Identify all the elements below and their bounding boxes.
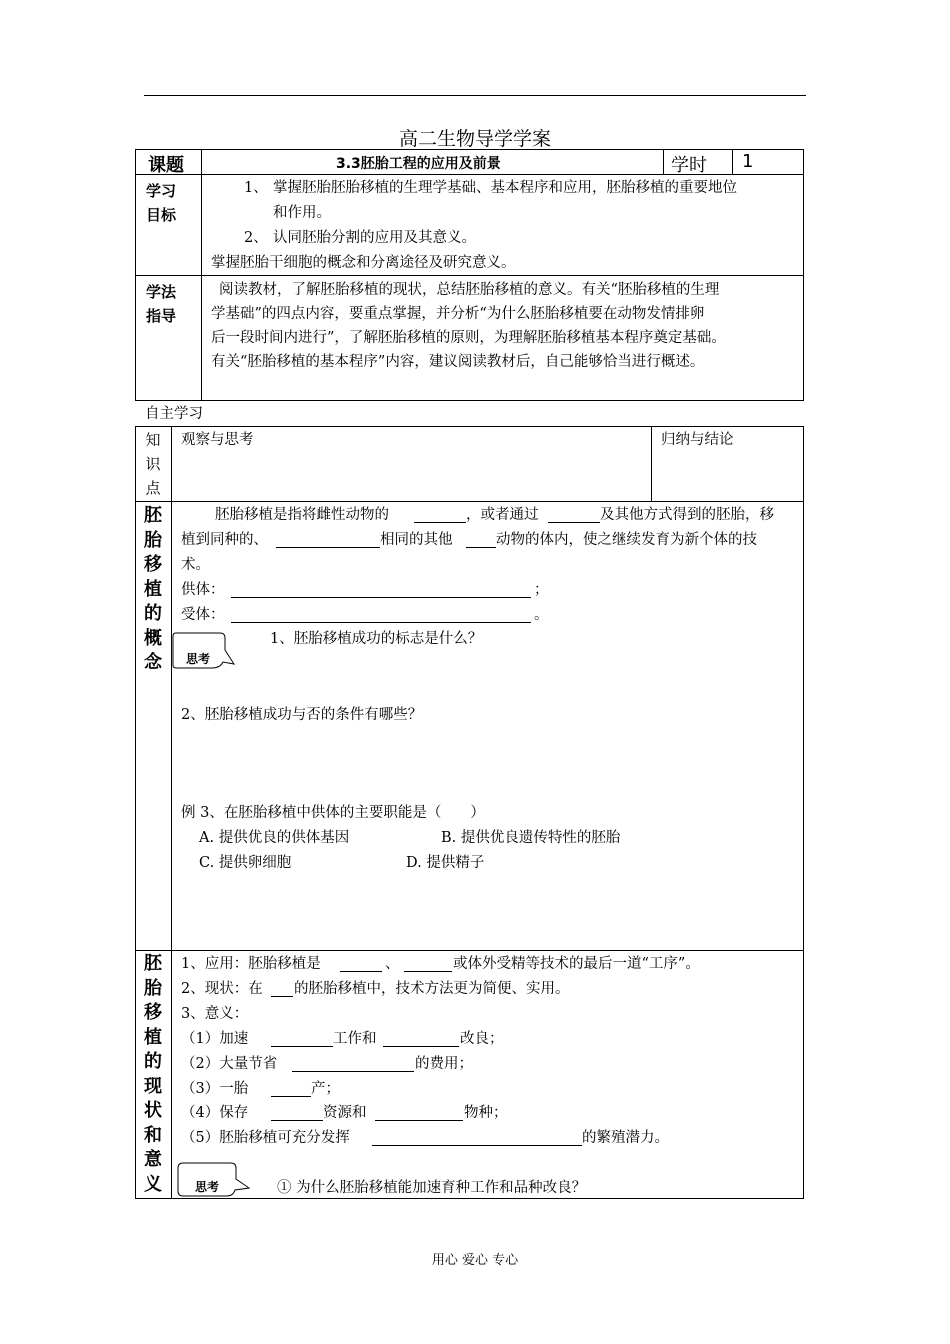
blank-line[interactable]: [292, 1071, 414, 1072]
section2-label: [135, 952, 171, 1197]
divider: [201, 149, 202, 401]
meaning-2-a: （2）大量节省: [181, 1056, 278, 1072]
goal-2-num: 2、: [244, 230, 268, 246]
recipient-label: 受体：: [181, 607, 225, 623]
method-label-1: 学法: [146, 283, 177, 301]
option-b: B. 提供优良遗传特性的胚胎: [441, 830, 621, 846]
s2-meaning: 3、意义：: [181, 1006, 249, 1022]
meaning-3-b: 产；: [311, 1081, 340, 1097]
col3-header: 归纳与结论: [661, 432, 734, 448]
question-2: 2、胚胎移植成功与否的条件有哪些？: [181, 707, 423, 723]
option-c: C. 提供卵细胞: [199, 855, 292, 871]
method-line4: 有关“胚胎移植的基本程序”内容，建议阅读教材后，自己能够恰当进行概述。: [211, 354, 705, 370]
col1-header: [135, 428, 171, 500]
donor-blank[interactable]: [231, 597, 531, 598]
blank-line[interactable]: [466, 547, 496, 548]
section-char: 现: [144, 1075, 162, 1097]
s2-status-b: 的胚胎移植中，技术方法更为简便、实用。: [294, 981, 570, 997]
recipient-blank[interactable]: [231, 622, 531, 623]
section-char: 植: [144, 578, 162, 600]
blank-line[interactable]: [271, 1096, 311, 1097]
blank-line[interactable]: [271, 1120, 323, 1121]
last-question: ① 为什么胚胎移植能加速育种工作和品种改良？: [277, 1180, 587, 1196]
blank-line[interactable]: [375, 1120, 463, 1121]
think-label: 思考: [186, 652, 211, 666]
col1-char: 知: [145, 431, 161, 449]
s1-line1-b: ，或者通过: [466, 507, 539, 523]
blank-line[interactable]: [548, 522, 600, 523]
meaning-4-b: 资源和: [323, 1105, 367, 1121]
section-char: 意: [144, 1149, 162, 1170]
section-char: 状: [144, 1100, 162, 1121]
col1-char: 点: [145, 479, 161, 497]
section-char: 胎: [144, 529, 162, 551]
section-char: 移: [144, 1002, 162, 1023]
section-char: 的: [144, 603, 162, 624]
method-line1: 阅读教材，了解胚胎移植的现状，总结胚胎移植的意义。有关“胚胎移植的生理: [219, 282, 720, 298]
self-study-label: 自主学习: [145, 406, 203, 422]
xueshi-label: 学时: [671, 155, 707, 176]
meaning-5-a: （5）胚胎移植可充分发挥: [181, 1130, 350, 1146]
lesson-title: 3.3胚胎工程的应用及前景: [336, 156, 501, 172]
blank-line[interactable]: [276, 547, 380, 548]
xueshi-value: 1: [742, 151, 754, 172]
page-footer: 用心 爱心 专心: [431, 1253, 519, 1268]
blank-line[interactable]: [271, 1046, 333, 1047]
section-char: 植: [144, 1026, 162, 1048]
divider: [135, 950, 804, 951]
section-char: 胎: [144, 977, 162, 999]
section-char: 胚: [144, 953, 162, 974]
think-callout: [177, 1162, 269, 1198]
section-char: 胚: [144, 505, 162, 526]
divider: [651, 426, 652, 502]
divider: [171, 426, 172, 1199]
goal-label-1: 学习: [146, 182, 177, 200]
s2-app-b: 、: [385, 956, 400, 972]
question-1: 1、胚胎移植成功的标志是什么？: [270, 631, 483, 647]
donor-end: ；: [534, 582, 549, 598]
divider: [135, 501, 804, 502]
section-char: 念: [144, 652, 162, 673]
keti-label: 课题: [148, 155, 184, 176]
s1-line1-a: 胚胎移植是指将雌性动物的: [215, 507, 389, 523]
section-char: 的: [144, 1051, 162, 1072]
option-a: A. 提供优良的供体基因: [199, 830, 350, 846]
page-title: 高二生物导学学案: [398, 128, 551, 150]
meaning-1-a: （1）加速: [181, 1031, 249, 1047]
method-line2: 学基础”的四点内容，要重点掌握，并分析“为什么胚胎移植要在动物发情排卵: [211, 306, 705, 322]
s1-line3: 术。: [181, 557, 210, 573]
example-3: 例 3、在胚胎移植中供体的主要职能是（ ）: [181, 805, 485, 821]
blank-line[interactable]: [414, 522, 466, 523]
goal-1-line2: 和作用。: [273, 205, 331, 221]
donor-label: 供体：: [181, 582, 225, 598]
meaning-3-a: （3）一胎: [181, 1081, 249, 1097]
divider: [135, 275, 804, 276]
recipient-end: 。: [534, 607, 549, 623]
meaning-2-b: 的费用；: [415, 1056, 473, 1072]
goal-2-text: 认同胚胎分割的应用及其意义。: [273, 230, 476, 246]
section-char: 移: [144, 554, 162, 575]
think-callout: [172, 632, 264, 672]
callout-shape-icon: [177, 1162, 269, 1198]
divider: [732, 149, 733, 175]
goal-label-2: 目标: [146, 206, 177, 224]
s1-line1-c: 及其他方式得到的胚胎，移: [600, 507, 774, 523]
section-char: 和: [144, 1124, 162, 1146]
divider: [663, 149, 664, 175]
meaning-4-a: （4）保存: [181, 1105, 249, 1121]
blank-line[interactable]: [372, 1145, 582, 1146]
s1-line2-a: 植到同种的、: [181, 532, 268, 548]
method-line3: 后一段时间内进行”，了解胚胎移植的原则，为理解胚胎移植基本程序奠定基础。: [211, 330, 726, 346]
s1-line2-b: 相同的其他: [380, 532, 453, 548]
s1-line2-c: 动物的体内，使之继续发育为新个体的技: [496, 532, 757, 548]
s2-app-c: 或体外受精等技术的最后一道“工序”。: [453, 956, 700, 972]
think-label: 思考: [195, 1180, 220, 1194]
option-d: D. 提供精子: [406, 855, 485, 871]
goal-3-text: 掌握胚胎干细胞的概念和分离途径及研究意义。: [211, 255, 516, 271]
section1-label: [135, 504, 171, 676]
blank-line[interactable]: [271, 996, 293, 997]
s2-status-a: 2、现状：在: [181, 981, 263, 997]
blank-line[interactable]: [383, 1046, 459, 1047]
col1-char: 识: [145, 455, 161, 473]
s2-app-a: 1、应用：胚胎移植是: [181, 956, 321, 972]
meaning-5-b: 的繁殖潜力。: [582, 1130, 669, 1146]
meaning-4-c: 物种；: [464, 1105, 508, 1121]
blank-line[interactable]: [404, 971, 452, 972]
goal-1-num: 1、: [244, 180, 268, 196]
method-label-2: 指导: [146, 307, 177, 325]
col2-header: 观察与思考: [181, 432, 254, 448]
section-char: 义: [144, 1173, 162, 1195]
section-char: 概: [144, 627, 162, 649]
header-rule: [144, 95, 806, 96]
meaning-1-c: 改良；: [460, 1031, 504, 1047]
meaning-1-b: 工作和: [333, 1031, 377, 1047]
blank-line[interactable]: [340, 971, 382, 972]
goal-1-line1: 掌握胚胎胚胎移植的生理学基础、基本程序和应用，胚胎移植的重要地位: [273, 180, 737, 196]
